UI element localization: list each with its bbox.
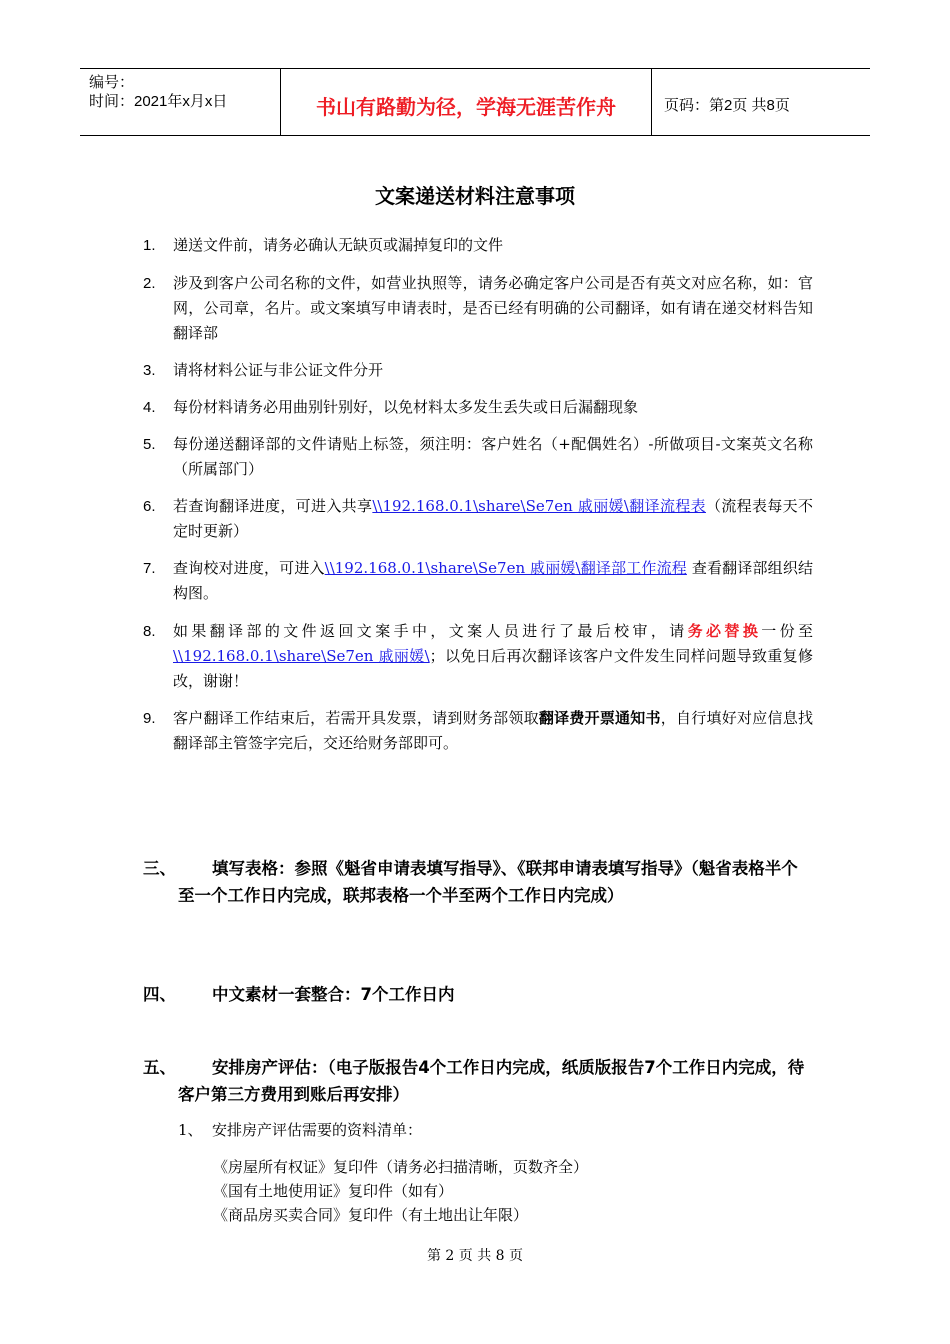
item-number: 2.: [143, 275, 156, 292]
header-motto: 书山有路勤为径，学海无涯苦作舟: [281, 69, 652, 136]
section-number: 三、: [143, 859, 176, 878]
list-item: [143, 556, 813, 606]
list-item: [143, 706, 813, 756]
document-item: 《房屋所有权证》复印件（请务必扫描清晰，页数齐全）: [213, 1158, 589, 1176]
item-text-post: ，自行填好对应信息找翻译部主管签字完后，交还给财务部即可。: [173, 709, 813, 752]
page-title: 文案递送材料注意事项: [375, 184, 575, 208]
item-number: 8.: [143, 623, 156, 640]
sub-number: 1、: [178, 1121, 203, 1139]
item-text: [173, 494, 813, 544]
section-heading: [143, 1054, 813, 1108]
section-heading: [143, 981, 813, 1008]
item-number: 9.: [143, 710, 156, 727]
header-page-label: 页码：第2页 共8页: [664, 97, 790, 114]
page-footer: 第 2 页 共 8 页: [426, 1248, 524, 1264]
item-text: [173, 556, 813, 606]
document-item: 《商品房买卖合同》复印件（有土地出让年限）: [213, 1206, 529, 1224]
item-number: 6.: [143, 498, 156, 515]
document-list: [213, 1155, 588, 1227]
number-label: 编号：: [89, 74, 135, 91]
list-item: [143, 619, 813, 694]
list-item: [143, 233, 813, 258]
item-text: [173, 619, 813, 694]
document-item: 《国有土地使用证》复印件（如有）: [213, 1182, 454, 1200]
section-number: 四、: [143, 985, 176, 1004]
item-text-pre: 如果翻译部的文件返回文案手中，文案人员进行了最后校审，请: [173, 622, 688, 640]
list-item: [143, 271, 813, 346]
item-text-post: 查看翻译部组织结构图。: [173, 559, 813, 602]
item-number: 7.: [143, 560, 156, 577]
item-text-pre: 客户翻译工作结束后，若需开具发票，请到财务部领取: [173, 709, 539, 727]
item-text-pre: 查询校对进度，可进入: [173, 559, 325, 577]
item-number: 5.: [143, 436, 156, 453]
section-text: 中文素材一套整合：7个工作日内: [212, 985, 455, 1004]
item-text-pre: 若查询翻译进度，可进入共享: [173, 497, 373, 515]
sub-heading: [178, 1118, 422, 1142]
item-text: 请将材料公证与非公证文件分开: [173, 361, 384, 379]
list-item: [143, 358, 813, 383]
item-number: 4.: [143, 399, 156, 416]
emphasis-text: 务必替换: [687, 622, 762, 640]
section-text: 安排房产评估：（电子版报告4个工作日内完成，纸质版报告7个工作日内完成，待客户第三方费用到账后再安排）: [178, 1058, 805, 1104]
bold-text: 翻译费开票通知书: [538, 709, 661, 727]
item-text: 每份材料请务必用曲别针别好，以免材料太多发生丢失或日后漏翻现象: [173, 398, 639, 416]
item-text: 涉及到客户公司名称的文件，如营业执照等，请务必确定客户公司是否有英文对应名称，如：官网，公司章，名片。或文案填写申请表时，是否已经有明确的公司翻译，如有请在递交材料告知翻译部: [173, 274, 813, 342]
share-link-folder[interactable]: \\192.168.0.1\share\Se7en 戚丽媛\: [173, 647, 430, 665]
document-header: [80, 68, 870, 136]
list-item: [143, 494, 813, 544]
header-meta: [80, 69, 281, 136]
item-text: [173, 706, 813, 756]
item-number: 3.: [143, 362, 156, 379]
date-label: 时间：2021年x月x日: [89, 93, 228, 110]
section-heading: [143, 855, 813, 909]
section-text: 填写表格：参照《魁省申请表填写指导》、《联邦申请表填写指导》（魁省表格半个至一个工作日内完成，联邦表格一个半至两个工作日内完成）: [178, 859, 798, 905]
item-text: 每份递送翻译部的文件请贴上标签，须注明：客户姓名（+配偶姓名）-所做项目-文案英文名称（所属部门）: [173, 435, 813, 478]
list-item: [143, 395, 813, 420]
item-text-post: （流程表每天不定时更新）: [173, 497, 813, 540]
item-number: 1.: [143, 237, 156, 254]
section-number: 五、: [143, 1058, 176, 1077]
share-link-workflow[interactable]: \\192.168.0.1\share\Se7en 戚丽媛\翻译部工作流程: [324, 559, 687, 577]
item-text-mid: 一份至: [761, 622, 813, 640]
item-text-post: ；以免日后再次翻译该客户文件发生同样问题导致重复修改，谢谢！: [173, 647, 813, 690]
sub-text: 安排房产评估需要的资料清单：: [212, 1121, 423, 1139]
item-text: 递送文件前，请务必确认无缺页或漏掉复印的文件: [173, 236, 504, 254]
list-item: [143, 432, 813, 482]
share-link-translation-progress[interactable]: \\192.168.0.1\share\Se7en 戚丽媛\翻译流程表: [372, 497, 706, 515]
